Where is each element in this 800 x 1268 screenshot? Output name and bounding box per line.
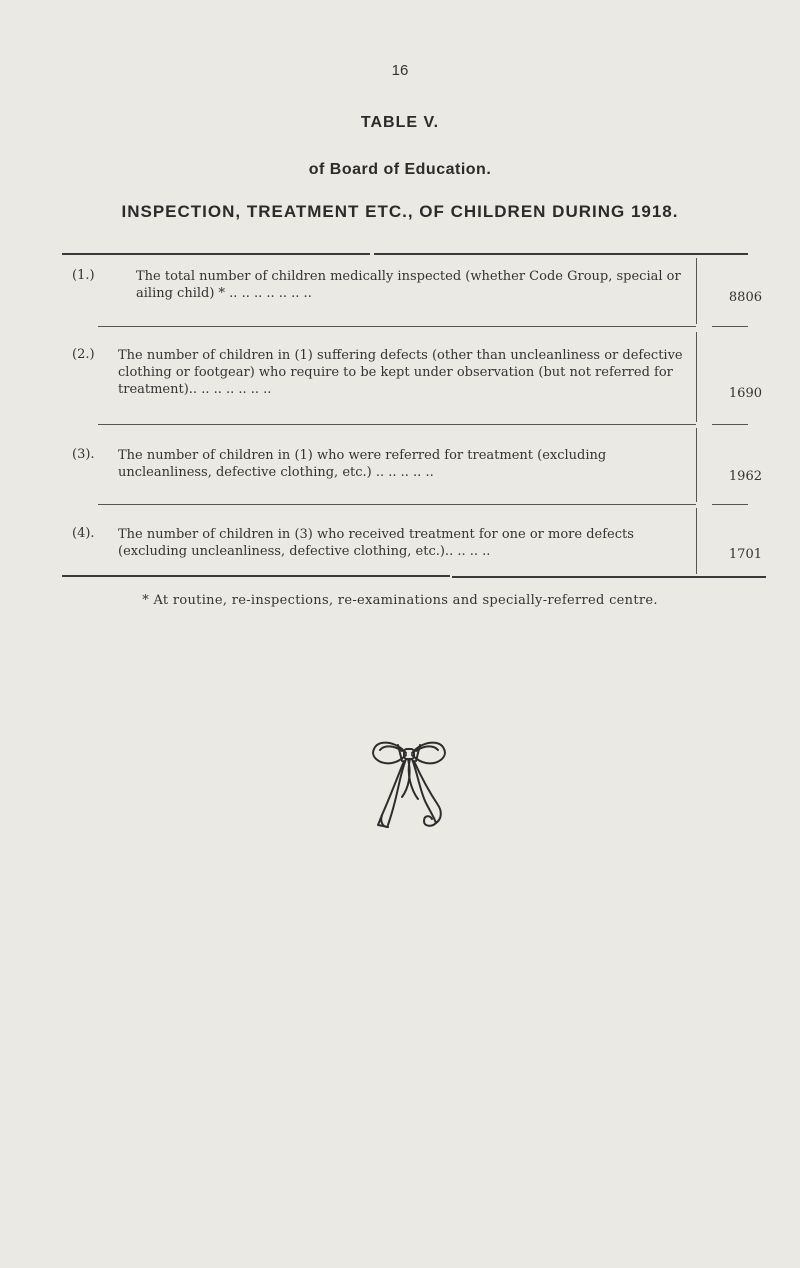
row-value: 1962	[728, 469, 762, 484]
row-value: 1690	[728, 386, 762, 401]
column-divider	[696, 428, 697, 502]
column-divider	[696, 332, 697, 422]
row-description: The number of children in (1) suffering defects (other than uncleanliness or defective clothing or footgear) who require to be kept under observation (but not referred for treatment).. .. .. .. .. .. ..	[118, 348, 683, 397]
row-description: The total number of children medically inspected (whether Code Group, special or ailing child) * .. .. .. .. .. .. ..	[136, 269, 681, 301]
row-divider	[98, 424, 696, 425]
table-title: TABLE V.	[360, 114, 440, 131]
table-subtitle: of Board of Education.	[308, 161, 492, 178]
top-rule-left	[62, 253, 370, 255]
row-description: The number of children in (3) who received treatment for one or more defects (excluding uncleanliness, defective clothing, etc.).. .. .. ..	[118, 527, 634, 559]
footnote: * At routine, re-inspections, re-examinations and specially-referred centre.	[142, 593, 658, 608]
bottom-rule-left	[62, 575, 450, 577]
column-divider	[696, 508, 697, 574]
table-heading: INSPECTION, TREATMENT ETC., OF CHILDREN DURING 1918.	[121, 202, 679, 221]
row-number: (3).	[72, 447, 95, 462]
row-number: (2.)	[72, 347, 95, 362]
column-divider	[696, 258, 697, 324]
row-divider-right	[712, 326, 748, 327]
top-rule-right	[374, 253, 748, 255]
page-number: 16	[391, 62, 409, 79]
row-description: The number of children in (1) who were referred for treatment (excluding uncleanliness, defective clothing, etc.) .. .. .. .. ..	[118, 448, 607, 480]
row-divider	[98, 326, 696, 327]
row-divider-right	[712, 424, 748, 425]
row-number: (1.)	[72, 268, 95, 283]
row-value: 1701	[728, 547, 762, 562]
row-value: 8806	[728, 290, 762, 305]
bottom-rule-right	[452, 576, 766, 578]
ribbon-bow-icon	[368, 735, 450, 835]
row-divider-right	[712, 504, 748, 505]
row-number: (4).	[72, 526, 95, 541]
row-divider	[98, 504, 696, 505]
